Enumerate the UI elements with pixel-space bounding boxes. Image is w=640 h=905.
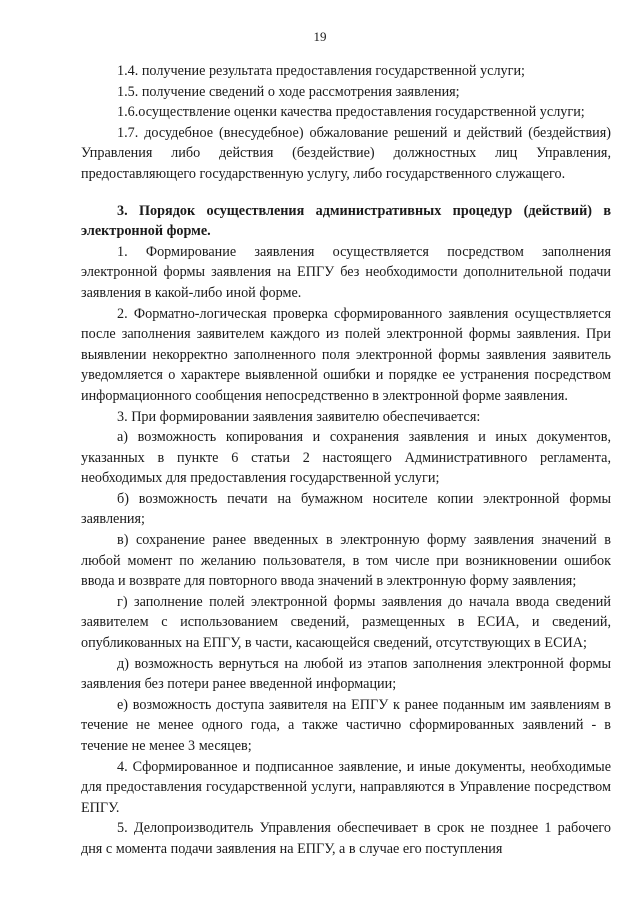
document-body — [81, 61, 611, 860]
paragraph: 3. При формировании заявления заявителю обеспечивается: — [117, 408, 481, 425]
paragraph: 1. Формирование заявления осуществляется посредством заполнения электронной формы заявления на ЕПГУ без необходимости дополнительной подачи заявления в какой-либо иной форме. — [81, 243, 611, 301]
paragraph: в) сохранение ранее введенных в электронную форму заявления значений в любой момент по желанию пользователя, в том числе при возникновении ошибок ввода и возврате для повторного ввода значений в электронную форму заявления; — [81, 532, 611, 590]
list-item: 1.4. получение результата предоставления государственной услуги; — [117, 63, 525, 79]
paragraph: 5. Делопроизводитель Управления обеспечивает в срок не позднее 1 рабочего дня с момента подачи заявления на ЕПГУ, а в случае его поступления — [81, 820, 611, 857]
section-heading: 3. Порядок осуществления административных процедур (действий) в электронной форме. — [81, 202, 611, 240]
paragraph: д) возможность вернуться на любой из этапов заполнения электронной формы заявления без потери ранее введенной информации; — [81, 655, 611, 693]
paragraph: б) возможность печати на бумажном носителе копии электронной формы заявления; — [81, 490, 611, 528]
paragraph: г) заполнение полей электронной формы заявления до начала ввода сведений заявителем с использованием сведений, размещенных в ЕСИА, и сведений, опубликованных на ЕПГУ, в части, касающейся сведений, отсутствующих в ЕСИА; — [81, 593, 611, 652]
paragraph: а) возможность копирования и сохранения заявления и иных документов, указанных в пункте 6 статьи 2 настоящего Административного регламента, необходимых для предоставления государственной услуги; — [81, 429, 611, 487]
paragraph: 2. Форматно-логическая проверка сформированного заявления осуществляется после заполнения заявителем каждого из полей электронной формы заявления. При выявлении некорректно заполненного поля электронной формы заявления заявитель уведомляется о характере выявленной ошибки и порядке ее устранения посредством информационного сообщения непосредственно в электронной форме заявления. — [81, 305, 611, 404]
page-number: 19 — [313, 29, 327, 44]
list-item: 1.7. досудебное (внесудебное) обжалование решений и действий (бездействия) Управления либо действия (бездействие) должностных лиц Управления, предоставляющего государственную услугу, либо государственного служащего. — [81, 124, 611, 182]
list-item: 1.6.осуществление оценки качества предоставления государственной услуги; — [117, 104, 585, 121]
section-gap — [81, 185, 611, 201]
paragraph: е) возможность доступа заявителя на ЕПГУ к ранее поданным им заявлениям в течение не менее одного года, а также частично сформированных заявлений - в течение не менее 3 месяцев; — [81, 696, 611, 754]
paragraph: 4. Сформированное и подписанное заявление, и иные документы, необходимые для предоставления государственной услуги, направляются в Управление посредством ЕПГУ. — [81, 758, 611, 816]
list-item: 1.5. получение сведений о ходе рассмотрения заявления; — [117, 83, 460, 100]
